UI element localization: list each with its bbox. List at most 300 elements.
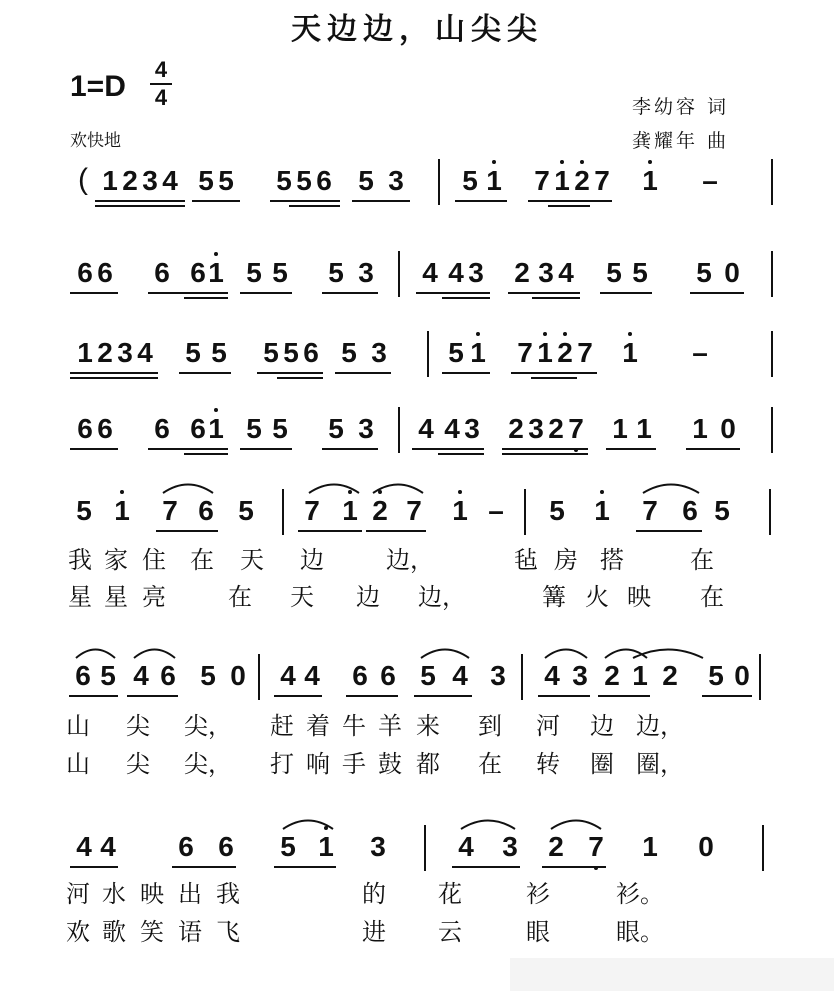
lyric-char: 房 (554, 546, 578, 574)
lyric-char: 边， (386, 546, 434, 574)
note-digit: 2 (548, 831, 564, 862)
bar-line (524, 489, 526, 535)
note-digit: 5 (276, 165, 292, 196)
lyric-char: 云 (438, 918, 462, 946)
beam-underline (346, 695, 398, 697)
note-digit: 1 (318, 831, 334, 862)
beam-underline (289, 205, 340, 207)
note (484, 165, 504, 197)
lyric-char: 都 (416, 750, 440, 778)
note (158, 660, 178, 692)
note-digit: 1 (537, 337, 553, 368)
beam-underline (70, 292, 118, 294)
note-digit: 4 (422, 257, 438, 288)
lyric-char: 在 (190, 546, 214, 574)
note (604, 257, 624, 289)
note (575, 337, 595, 369)
beam-underline (542, 866, 606, 868)
note (316, 831, 336, 863)
note-digit: 1 (208, 413, 224, 444)
note-digit: 0 (720, 413, 736, 444)
note (640, 495, 660, 527)
beam-underline (686, 448, 740, 450)
note-digit: 4 (162, 165, 178, 196)
note-digit: 2 (604, 660, 620, 691)
note (188, 257, 208, 289)
note (370, 495, 390, 527)
lyric-char: 打 (270, 750, 294, 778)
slur-arc (460, 816, 516, 830)
note-digit: 3 (468, 257, 484, 288)
note (216, 831, 236, 863)
note-digit: 0 (230, 660, 246, 691)
beam-underline (538, 695, 590, 697)
beam-underline (598, 695, 650, 697)
note (100, 165, 120, 197)
note (244, 257, 264, 289)
beam-underline (70, 372, 158, 374)
note-digit: 4 (544, 660, 560, 691)
note (95, 257, 115, 289)
note-digit: 5 (420, 660, 436, 691)
note-digit: 6 (77, 413, 93, 444)
note (732, 660, 752, 692)
note-digit: 6 (218, 831, 234, 862)
note-digit: 7 (642, 495, 658, 526)
note (198, 660, 218, 692)
note (570, 660, 590, 692)
lyric-char: 山 (66, 712, 90, 740)
bar-line (771, 331, 773, 377)
note-digit: 4 (444, 413, 460, 444)
note-digit: 1 (692, 413, 708, 444)
note (640, 831, 660, 863)
beam-underline (95, 200, 185, 202)
lyric-char: 河 (536, 712, 560, 740)
note (120, 165, 140, 197)
lyric-char: 的 (362, 880, 386, 908)
note (442, 413, 462, 445)
note-digit: 2 (662, 660, 678, 691)
lyric-char: 搭 (600, 546, 624, 574)
beam-underline (502, 453, 588, 455)
note-digit: 2 (548, 413, 564, 444)
note-digit: 5 (280, 831, 296, 862)
note (294, 165, 314, 197)
note (660, 660, 680, 692)
beam-underline (636, 530, 702, 532)
time-signature (150, 58, 172, 110)
note-digit: 1 (114, 495, 130, 526)
note (532, 165, 552, 197)
octave-up-dot (628, 332, 632, 336)
octave-up-dot (120, 490, 124, 494)
note (228, 660, 248, 692)
note (368, 831, 388, 863)
lyric-char: 眼 (526, 918, 550, 946)
bar-line (771, 159, 773, 205)
beam-underline (240, 292, 292, 294)
note (326, 413, 346, 445)
beam-underline (600, 292, 652, 294)
song-title: 天边边，山尖尖 (291, 12, 543, 47)
note (74, 831, 94, 863)
note-digit: 5 (185, 337, 201, 368)
note (244, 413, 264, 445)
lyric-char: 天 (240, 546, 264, 574)
note-digit: 4 (458, 831, 474, 862)
lyric-char: 花 (438, 880, 462, 908)
note (98, 660, 118, 692)
beam-underline (95, 205, 185, 207)
note-digit: 4 (100, 831, 116, 862)
note (450, 495, 470, 527)
beam-underline (690, 292, 744, 294)
bar-line (398, 251, 400, 297)
note (95, 413, 115, 445)
beam-underline (148, 448, 228, 450)
note-digit: 5 (606, 257, 622, 288)
bar-line (521, 654, 523, 700)
beam-underline (277, 377, 323, 379)
note (160, 165, 180, 197)
note (515, 337, 535, 369)
slur-arc (133, 645, 176, 659)
note (278, 660, 298, 692)
lyric-char: 边 (590, 712, 614, 740)
note-digit: 1 (77, 337, 93, 368)
lyric-char: 星 (104, 583, 128, 611)
note-digit: 1 (342, 495, 358, 526)
note (115, 337, 135, 369)
lyric-char: 欢 (66, 918, 90, 946)
note (131, 660, 151, 692)
note (73, 660, 93, 692)
lyric-char: 眼。 (616, 918, 664, 946)
lyric-char: 篝 (542, 583, 566, 611)
lyric-char: 映 (140, 880, 164, 908)
slur-arc (544, 645, 588, 659)
note (74, 495, 94, 527)
note (446, 257, 466, 289)
beam-underline (257, 372, 323, 374)
note-digit: 5 (272, 257, 288, 288)
note-digit: 3 (358, 413, 374, 444)
note (209, 337, 229, 369)
note-digit: 6 (154, 413, 170, 444)
note-digit: 3 (370, 831, 386, 862)
note-digit: 5 (696, 257, 712, 288)
lyric-char: 出 (178, 880, 202, 908)
lyric-char: 水 (102, 880, 126, 908)
note-digit: 5 (211, 337, 227, 368)
note (206, 413, 226, 445)
note-digit: 1 (594, 495, 610, 526)
octave-up-dot (214, 408, 218, 412)
note-digit: 5 (448, 337, 464, 368)
beam-underline (127, 695, 178, 697)
note-digit: 7 (304, 495, 320, 526)
beam-underline (172, 866, 236, 868)
bar-line (771, 251, 773, 297)
note (680, 495, 700, 527)
note (416, 413, 436, 445)
octave-up-dot (580, 160, 584, 164)
note-digit: 6 (154, 257, 170, 288)
beam-underline (184, 297, 228, 299)
bar-line (759, 654, 761, 700)
note (302, 495, 322, 527)
beam-underline (414, 695, 472, 697)
beam-underline (156, 530, 218, 532)
note (340, 495, 360, 527)
note-digit: 5 (246, 257, 262, 288)
note (592, 165, 612, 197)
bar-line (258, 654, 260, 700)
note-digit: 6 (97, 413, 113, 444)
intro-paren: ( (78, 163, 88, 196)
note-digit: 1 (622, 337, 638, 368)
note-digit: 1 (636, 413, 652, 444)
note-digit: 6 (178, 831, 194, 862)
octave-up-dot (476, 332, 480, 336)
note (418, 660, 438, 692)
note (572, 165, 592, 197)
note-digit: 5 (462, 165, 478, 196)
note-digit: 6 (682, 495, 698, 526)
note (552, 165, 572, 197)
beam-underline (702, 695, 752, 697)
note (196, 165, 216, 197)
note-digit: 3 (117, 337, 133, 368)
note-digit: 3 (572, 660, 588, 691)
note (404, 495, 424, 527)
lyric-char: 边， (636, 712, 684, 740)
note (270, 257, 290, 289)
note-digit: 7 (594, 165, 610, 196)
note-digit: 6 (97, 257, 113, 288)
note-digit: 5 (263, 337, 279, 368)
note (386, 165, 406, 197)
note-digit: 7 (162, 495, 178, 526)
note (500, 831, 520, 863)
score-row (0, 257, 834, 337)
note-digit: 3 (538, 257, 554, 288)
beam-underline (270, 200, 340, 202)
note (236, 495, 256, 527)
note (555, 337, 575, 369)
note (506, 413, 526, 445)
note-digit: 3 (464, 413, 480, 444)
note-digit: 7 (406, 495, 422, 526)
note (216, 165, 236, 197)
note-digit: 5 (632, 257, 648, 288)
note-digit: 2 (514, 257, 530, 288)
note (486, 495, 506, 527)
note (135, 337, 155, 369)
note-digit: 5 (200, 660, 216, 691)
note (160, 495, 180, 527)
note (339, 337, 359, 369)
note-digit: 1 (208, 257, 224, 288)
bar-line (424, 825, 426, 871)
beam-underline (69, 695, 118, 697)
beam-underline (366, 530, 426, 532)
note (95, 337, 115, 369)
note-digit: 3 (358, 257, 374, 288)
note (468, 337, 488, 369)
note-digit: 5 (708, 660, 724, 691)
lyric-char: 天 (290, 583, 314, 611)
note (302, 660, 322, 692)
note (547, 495, 567, 527)
note (356, 257, 376, 289)
slur-arc (550, 816, 602, 830)
slur-arc (282, 816, 334, 830)
lyric-char: 尖 (126, 750, 150, 778)
note (152, 413, 172, 445)
slur-arc (420, 645, 470, 659)
note (602, 660, 622, 692)
note-digit: 6 (160, 660, 176, 691)
lyric-char: 歌 (102, 918, 126, 946)
note (640, 165, 660, 197)
note (546, 413, 566, 445)
note (634, 413, 654, 445)
note-digit: 6 (190, 413, 206, 444)
note (592, 495, 612, 527)
score-row (0, 165, 834, 245)
lyric-char: 尖， (184, 712, 232, 740)
note-digit: 3 (528, 413, 544, 444)
note-digit: 7 (534, 165, 550, 196)
lyric-char: 星 (68, 583, 92, 611)
meter-top: 4 (154, 57, 168, 82)
note (546, 831, 566, 863)
beam-underline (442, 297, 490, 299)
note-digit: 2 (508, 413, 524, 444)
lyric-char: 边 (300, 546, 324, 574)
beam-underline (274, 866, 336, 868)
lyric-char: 来 (416, 712, 440, 740)
note (75, 257, 95, 289)
note-digit: 3 (490, 660, 506, 691)
note (326, 257, 346, 289)
beam-underline (548, 205, 590, 207)
composer-credit: 龚耀年 曲 (632, 130, 730, 152)
note (706, 660, 726, 692)
note-digit: 1 (642, 165, 658, 196)
lyric-char: 住 (142, 546, 166, 574)
tempo-marking: 欢快地 (70, 131, 121, 151)
beam-underline (179, 372, 231, 374)
note-digit: 4 (558, 257, 574, 288)
note-digit: 6 (190, 257, 206, 288)
lyric-char: 到 (478, 712, 502, 740)
note (542, 660, 562, 692)
beam-underline (352, 200, 410, 202)
octave-up-dot (600, 490, 604, 494)
beam-underline (508, 292, 580, 294)
lyric-char: 在 (690, 546, 714, 574)
bar-line (282, 489, 284, 535)
lyric-char: 语 (178, 918, 202, 946)
bar-line (769, 489, 771, 535)
note (356, 165, 376, 197)
lyric-char: 圈 (590, 750, 614, 778)
note-digit: 7 (568, 413, 584, 444)
note (75, 413, 95, 445)
beam-underline (528, 200, 612, 202)
note (536, 257, 556, 289)
note-digit: 1 (486, 165, 502, 196)
lyric-char: 衫 (526, 880, 550, 908)
note (690, 413, 710, 445)
note-digit: 0 (698, 831, 714, 862)
note-digit: 1 (102, 165, 118, 196)
lyric-char: 羊 (378, 712, 402, 740)
slur-arc (632, 645, 704, 659)
lyric-char: 边， (418, 583, 466, 611)
lyric-char: 山 (66, 750, 90, 778)
note-digit: 6 (380, 660, 396, 691)
beam-underline (438, 453, 484, 455)
note (446, 337, 466, 369)
slur-arc (372, 480, 424, 494)
note-digit: 5 (549, 495, 565, 526)
note-digit: 4 (452, 660, 468, 691)
key-signature: 1=D (70, 70, 126, 103)
note (586, 831, 606, 863)
lyric-char: 笑 (140, 918, 164, 946)
note (630, 257, 650, 289)
note-digit: 2 (372, 495, 388, 526)
note-digit: 5 (714, 495, 730, 526)
note-digit: 1 (554, 165, 570, 196)
meter-bottom: 4 (154, 85, 168, 110)
note-digit: 2 (557, 337, 573, 368)
note (378, 660, 398, 692)
note-digit: 0 (724, 257, 740, 288)
note (450, 660, 470, 692)
lyric-char: 赶 (270, 712, 294, 740)
beam-underline (184, 453, 228, 455)
beam-underline (442, 372, 490, 374)
note-digit: 4 (448, 257, 464, 288)
note-digit: 5 (198, 165, 214, 196)
beam-underline (335, 372, 391, 374)
note-digit: 4 (280, 660, 296, 691)
note-digit: 1 (632, 660, 648, 691)
bar-line (438, 159, 440, 205)
note (620, 337, 640, 369)
lyric-char: 在 (478, 750, 502, 778)
lyric-char: 响 (306, 750, 330, 778)
note-digit: 5 (272, 413, 288, 444)
lyric-char: 我 (216, 880, 240, 908)
bar-line (427, 331, 429, 377)
note-digit: 1 (470, 337, 486, 368)
note-digit: 6 (198, 495, 214, 526)
note (369, 337, 389, 369)
beam-underline (511, 372, 597, 374)
lyric-char: 鼓 (378, 750, 402, 778)
note (356, 413, 376, 445)
note (314, 165, 334, 197)
note-digit: 3 (371, 337, 387, 368)
beam-underline (274, 695, 322, 697)
note (535, 337, 555, 369)
